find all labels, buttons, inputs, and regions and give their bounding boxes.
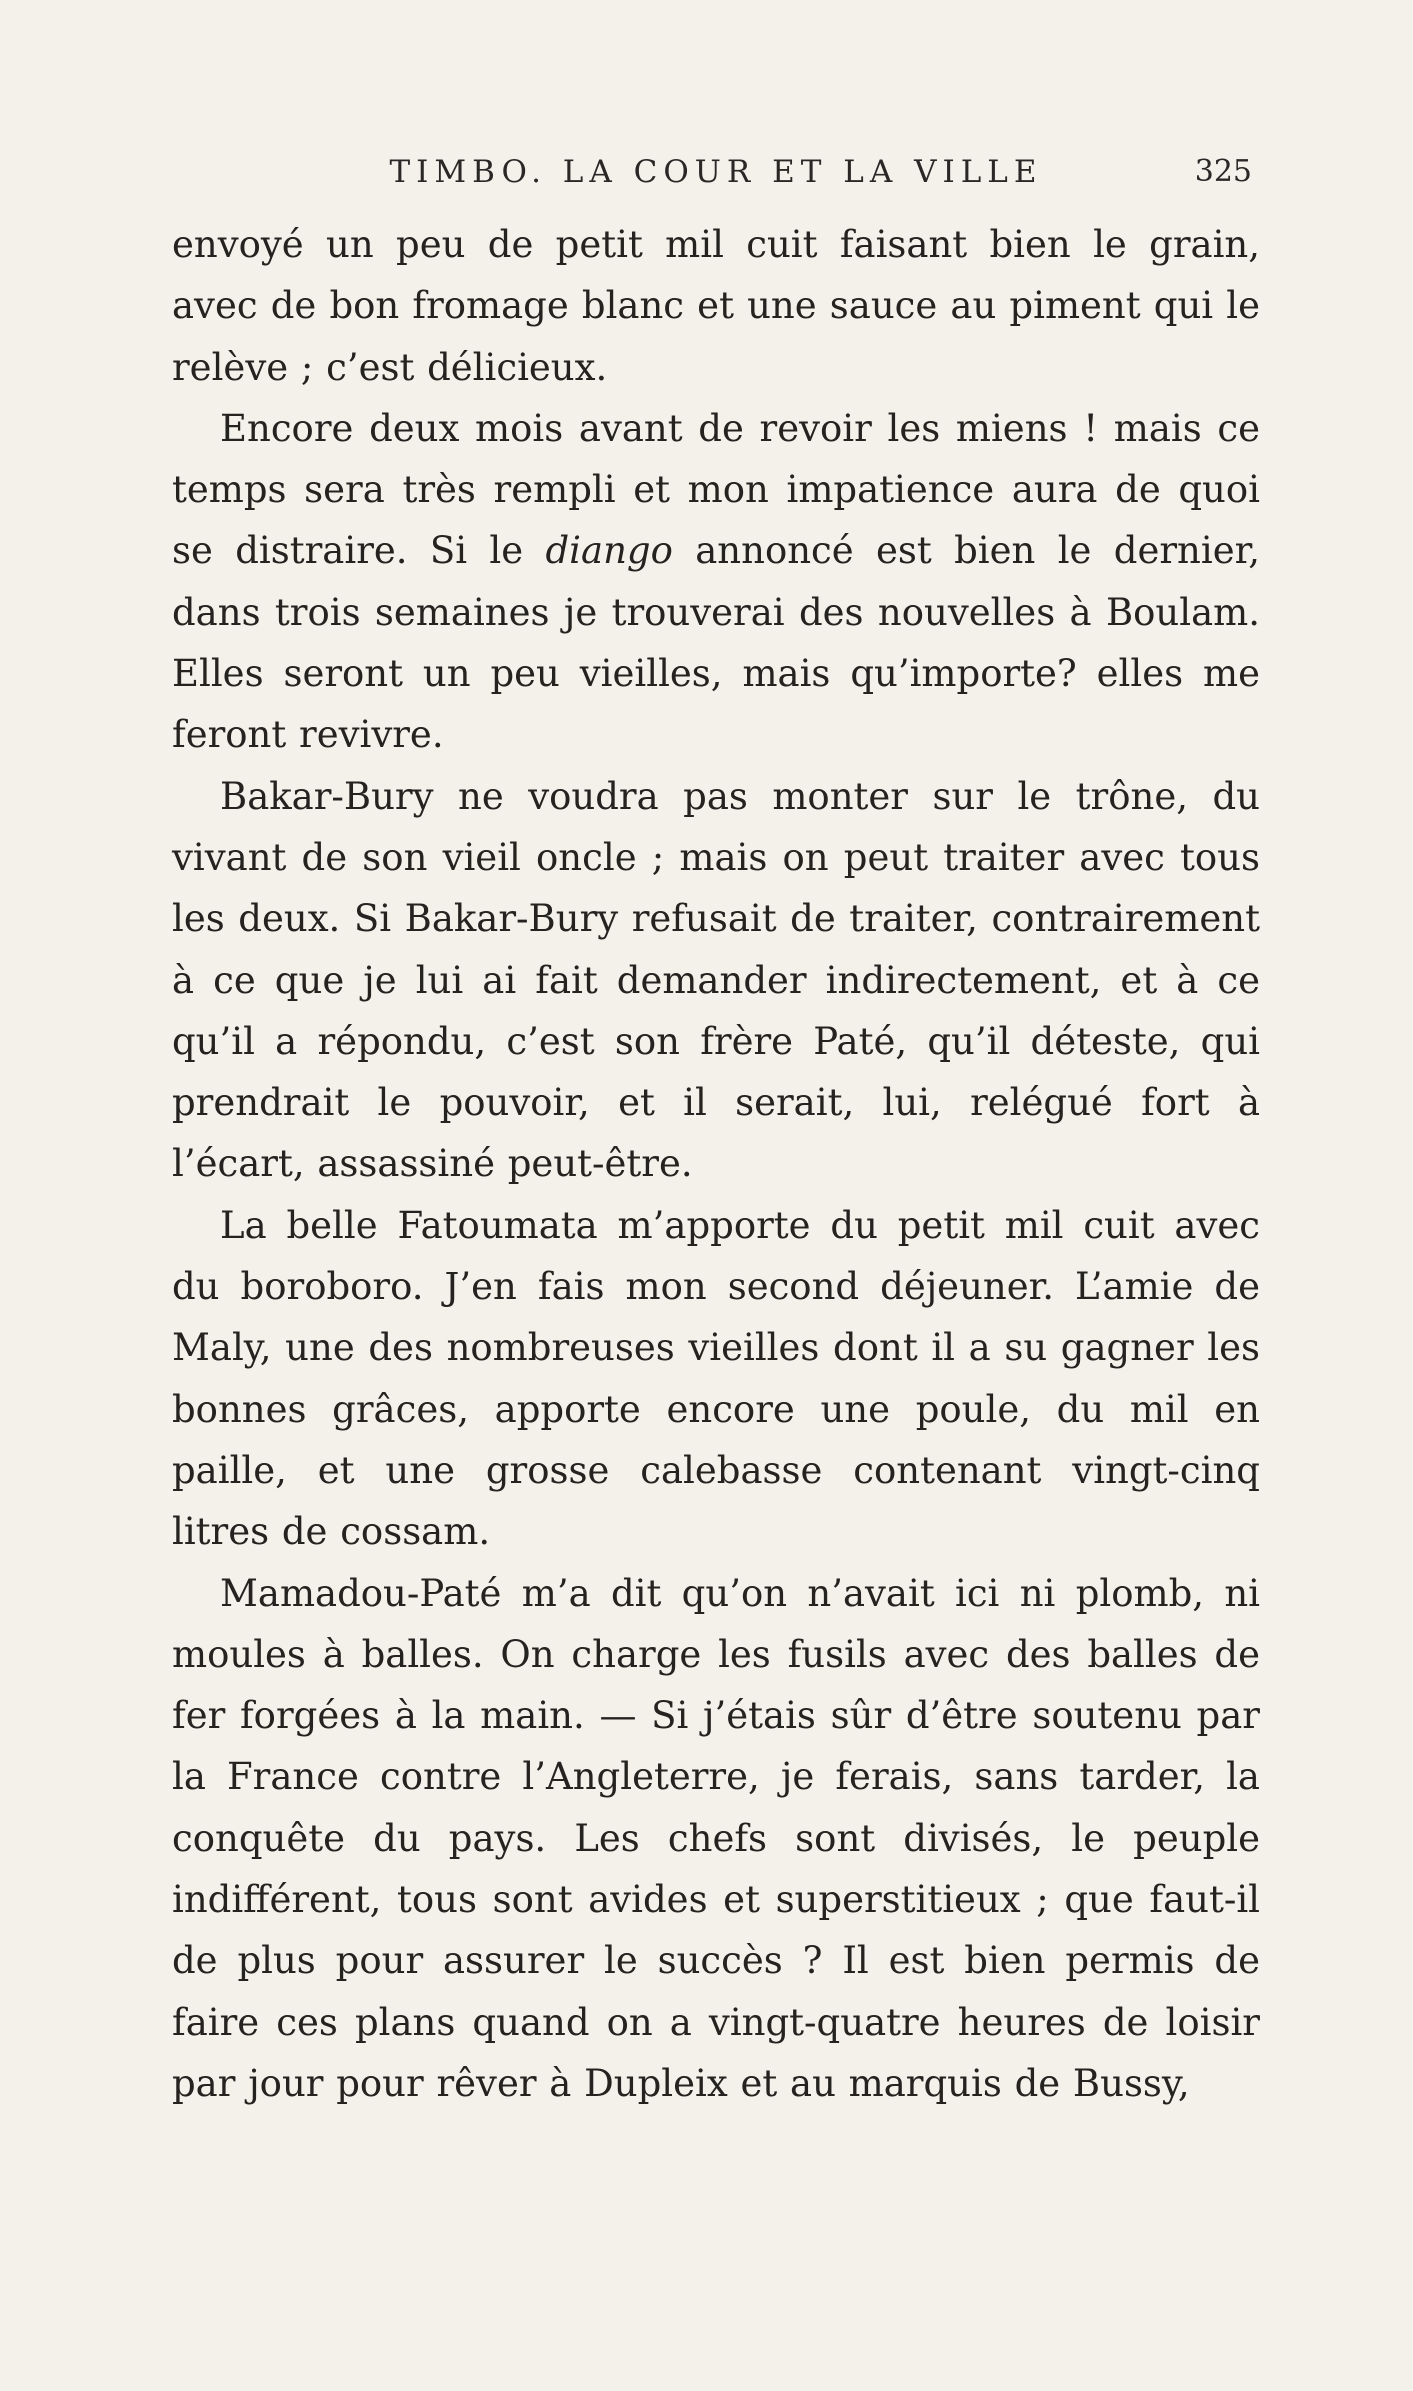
paragraph-3: Bakar-Bury ne voudra pas monter sur le trône, du vivant de son vieil oncle ; mais on peut traiter avec tous les deux. Si Bakar-Bury refusait de traiter, contrairement à ce que je lui ai fait demander indirectement, et à ce qu’il a répondu, c’est son frère Paté, qu’il déteste, qui prendrait le pouvoir, et il serait, lui, relégué fort à l’écart, assassiné peut-être.: [172, 774, 1260, 1186]
paragraph-1: envoyé un peu de petit mil cuit faisant bien le grain, avec de bon fromage blanc et une sauce au piment qui le relève ; c’est délicieux.: [172, 223, 1260, 389]
paragraph-4: La belle Fatoumata m’apporte du petit mil cuit avec du boroboro. J’en fais mon second déjeuner. L’amie de Maly, une des nombreuses vieilles dont il a su gagner les bonnes grâces, apporte encore une poule, du mil en paille, et une grosse calebasse contenant vingt-cinq litres de cossam.: [172, 1203, 1260, 1554]
paragraph-2: Encore deux mois avant de revoir les miens ! mais ce temps sera très rempli et mon impatience aura de quoi se distraire. Si le diango annoncé est bien le dernier, dans trois semaines je trouverai des nouvelles à Boulam. Elles seront un peu vieilles, mais qu’importe? elles me feront revivre.: [172, 406, 1261, 757]
running-head: [172, 150, 1260, 194]
page-text: [172, 214, 1260, 2114]
page-number: 325: [1194, 154, 1252, 189]
running-title: TIMBO. LA COUR ET LA VILLE: [389, 154, 1043, 190]
italic-term: diango: [545, 529, 673, 573]
paragraph-5: Mamadou-Paté m’a dit qu’on n’avait ici ni plomb, ni moules à balles. On charge les fusils avec des balles de fer forgées à la main. — Si j’étais sûr d’être soutenu par la France contre l’Angleterre, je ferais, sans tarder, la conquête du pays. Les chefs sont divisés, le peuple indifférent, tous sont avides et superstitieux ; que faut-il de plus pour assurer le succès ? Il est bien permis de faire ces plans quand on a vingt-quatre heures de loisir par jour pour rêver à Dupleix et au marquis de Bussy,: [172, 1571, 1260, 2105]
